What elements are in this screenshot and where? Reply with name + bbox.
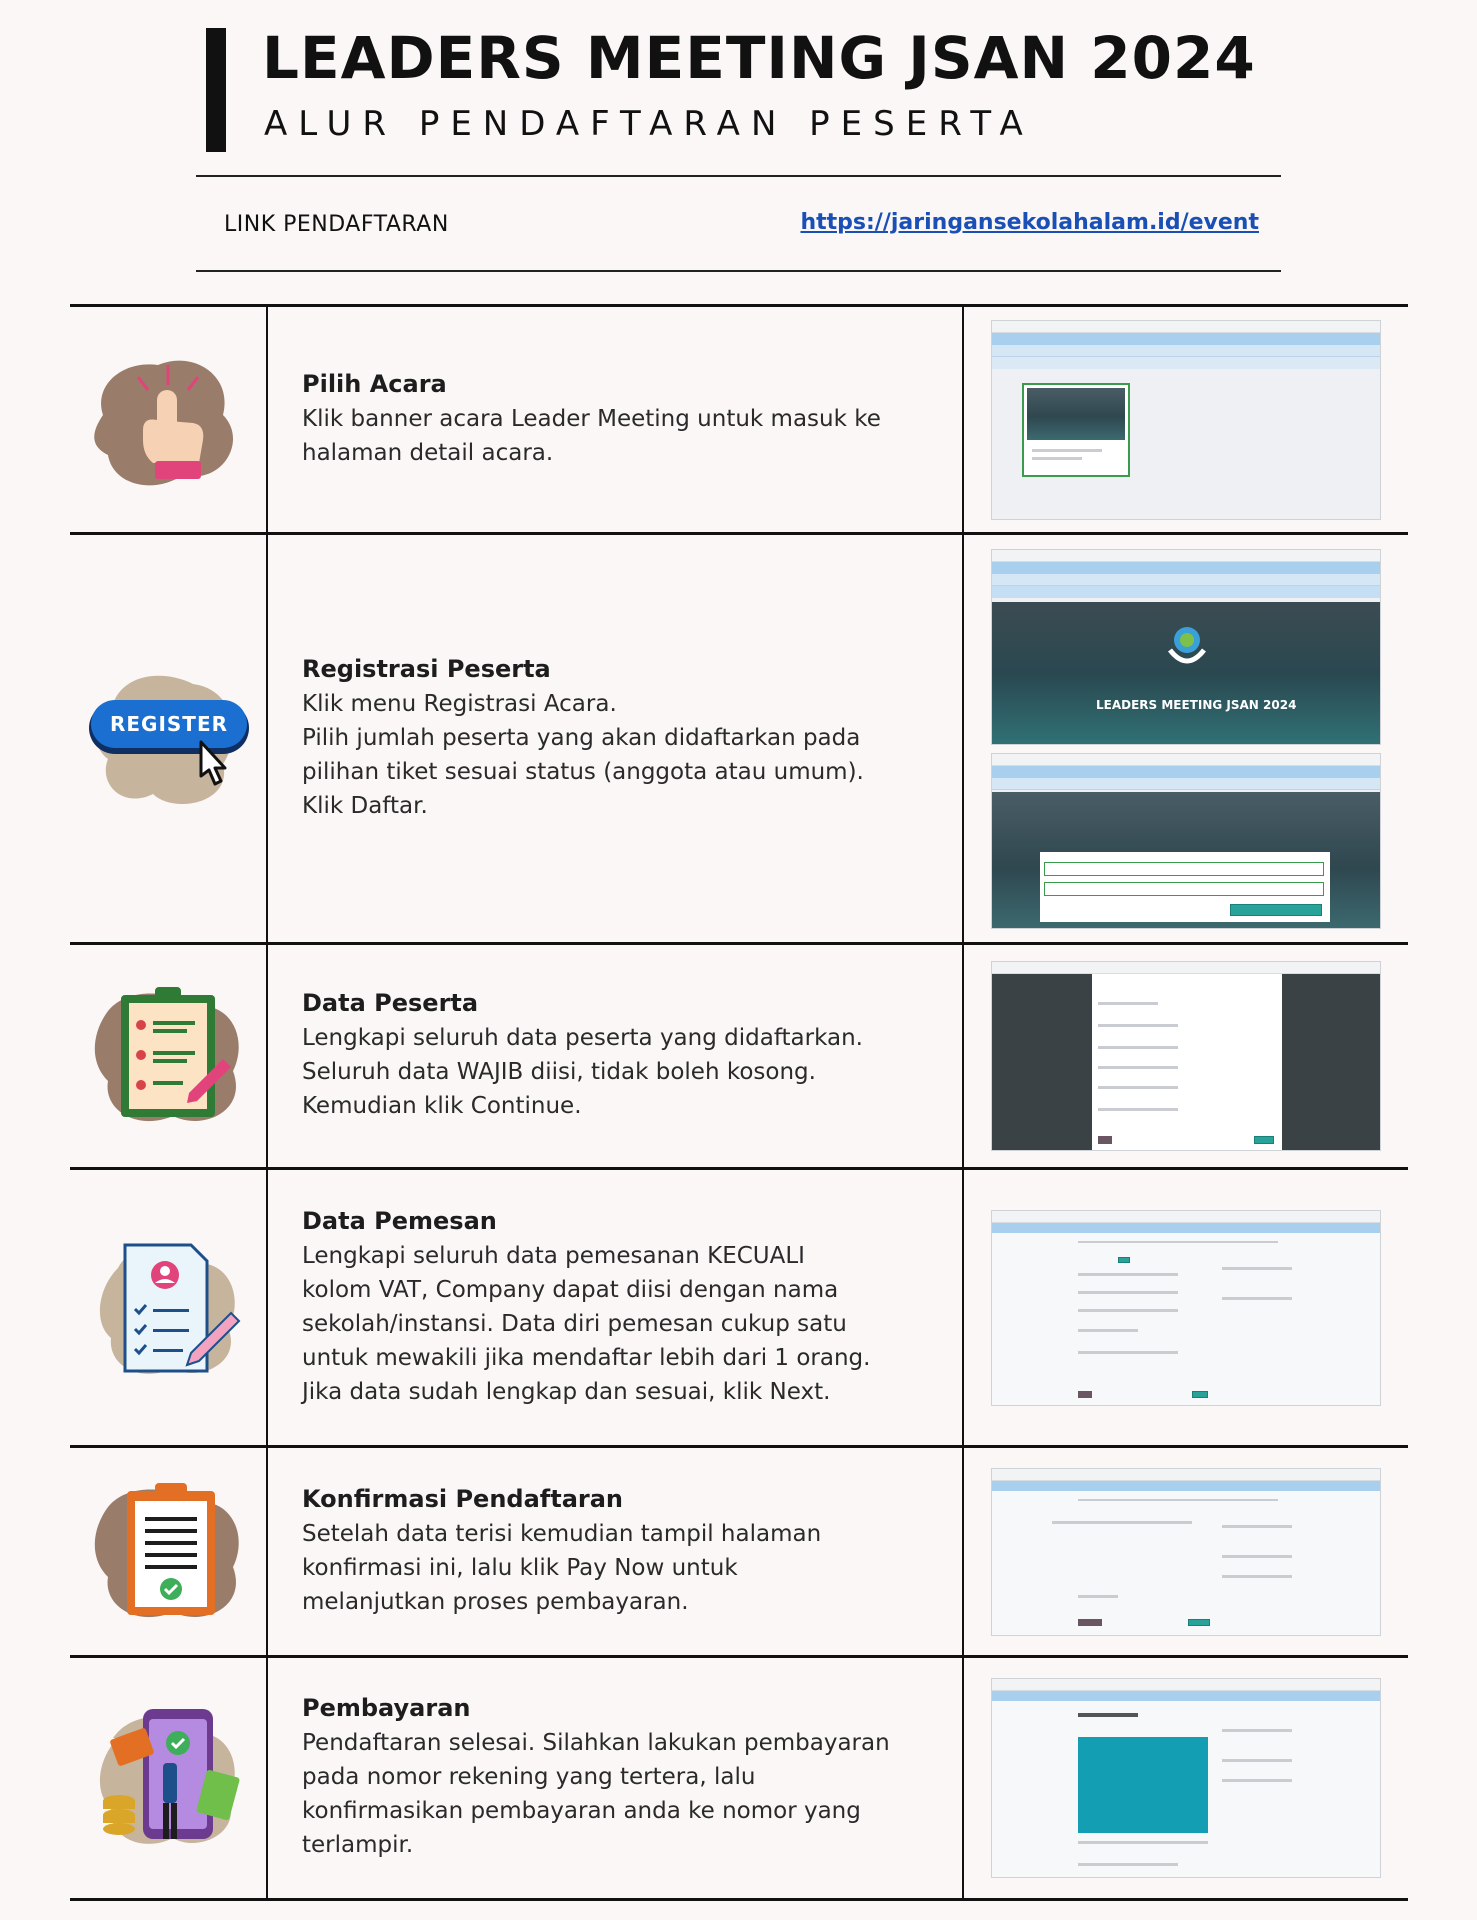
step-title: Registrasi Peserta [302,654,551,683]
step-row-pembayaran [70,1655,1408,1901]
step-title: Data Pemesan [302,1206,497,1235]
screenshot-payment-info [991,1678,1381,1878]
screenshot-attendee-form [991,961,1381,1151]
step-screenshot-cell [964,1448,1408,1655]
step-text-cell [268,307,964,532]
step-icon-cell [70,1658,268,1898]
step-row-registrasi-peserta [70,532,1408,942]
step-title: Pilih Acara [302,369,447,398]
hand-pointer-icon [83,345,253,495]
step-row-data-peserta [70,942,1408,1167]
step-icon-cell [70,1448,268,1655]
step-screenshot-cell [964,945,1408,1167]
link-label: LINK PENDAFTARAN [224,212,449,237]
step-title: Data Peserta [302,989,479,1017]
step-screenshot-cell [964,1658,1408,1898]
divider-top [196,175,1281,177]
step-text-cell [268,1170,964,1445]
divider-bottom [196,270,1281,272]
registration-link[interactable]: https://jaringansekolahalam.id/event [800,210,1259,235]
step-description: Lengkapi seluruh data peserta yang didaftarkan. Seluruh data WAJIB diisi, tidak boleh kosong. Kemudian klik Continue. [302,1025,863,1119]
step-icon-cell [70,535,268,942]
clipboard-confirm-icon [83,1477,253,1627]
screenshot-ticket-selection [991,753,1381,929]
document-form-icon [83,1233,253,1383]
step-row-konfirmasi-pendaftaran [70,1445,1408,1655]
step-text-cell [268,945,964,1167]
step-text-cell [268,535,964,942]
step-description: Pendaftaran selesai. Silahkan lakukan pembayaran pada nomor rekening yang tertera, lalu konfirmasikan pembayaran anda ke nomor yang terlampir. [302,1730,890,1858]
register-button-icon [83,664,253,814]
step-screenshot-cell [964,535,1408,942]
screenshot-confirmation-page [991,1468,1381,1636]
step-icon-cell [70,307,268,532]
banner-title: LEADERS MEETING JSAN 2024 [1096,697,1297,712]
clipboard-checklist-icon [83,981,253,1131]
step-description: Lengkapi seluruh data pemesanan KECUALI kolom VAT, Company dapat diisi dengan nama sekolah/instansi. Data diri pemesan cukup satu untuk mewakili jika mendaftar lebih dari 1 orang. Jika data sudah lengkap dan sesuai, klik Next. [302,1242,871,1405]
page-subtitle: ALUR PENDAFTARAN PESERTA [264,104,1034,144]
step-icon-cell [70,945,268,1167]
screenshot-events-page [991,320,1381,520]
step-title: Pembayaran [302,1694,471,1722]
step-screenshot-cell [964,1170,1408,1445]
step-text-cell [268,1658,964,1898]
step-title: Konfirmasi Pendaftaran [302,1484,623,1513]
step-description: Setelah data terisi kemudian tampil halaman konfirmasi ini, lalu klik Pay Now untuk melanjutkan proses pembayaran. [302,1520,822,1615]
title-accent-bar [206,28,226,152]
payment-phone-icon [83,1703,253,1853]
step-icon-cell [70,1170,268,1445]
svg-text:REGISTER: REGISTER [109,711,229,736]
steps-table [70,304,1408,1901]
step-screenshot-cell [964,307,1408,532]
step-row-pilih-acara [70,304,1408,532]
step-description: Klik banner acara Leader Meeting untuk masuk ke halaman detail acara. [302,405,881,466]
step-description: Klik menu Registrasi Acara. Pilih jumlah peserta yang akan didaftarkan pada pilihan tiket sesuai status (anggota atau umum). Klik Daftar. [302,690,864,819]
screenshot-billing-form [991,1210,1381,1406]
screenshot-event-detail [991,549,1381,745]
page-title: LEADERS MEETING JSAN 2024 [262,24,1256,92]
step-row-data-pemesan [70,1167,1408,1445]
step-text-cell [268,1448,964,1655]
jsan-logo-icon [1160,616,1214,670]
